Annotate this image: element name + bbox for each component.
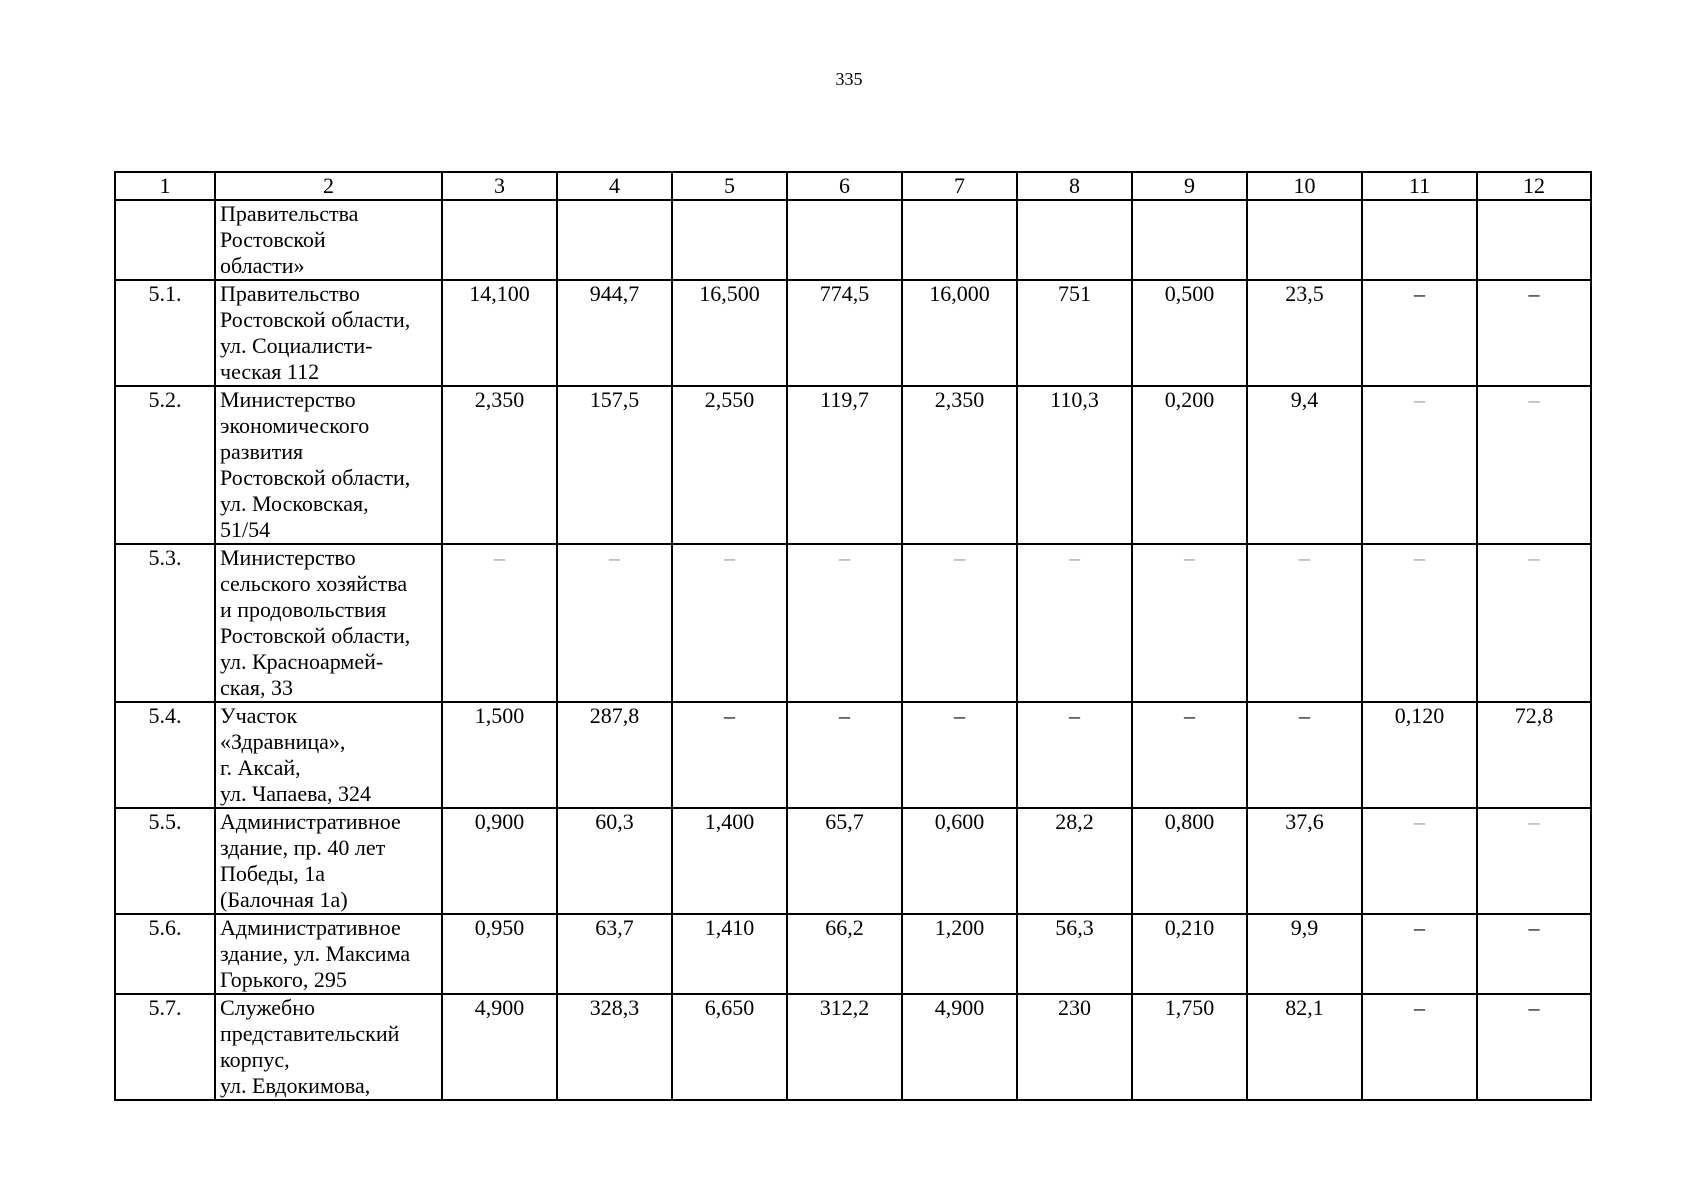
value-cell-col-9 (1132, 200, 1247, 280)
object-name-line: ская, 33 (220, 675, 294, 700)
value-cell-col-6: 774,5 (787, 280, 902, 386)
object-name-line: ул. Московская, (220, 491, 369, 516)
object-name-line: и продовольствия (220, 597, 387, 622)
value-cell-col-12: – (1477, 914, 1591, 994)
value-cell-col-4: 60,3 (557, 808, 672, 914)
value-cell-col-9: 0,500 (1132, 280, 1247, 386)
value-cell-col-9: 0,200 (1132, 386, 1247, 544)
value-cell-col-7: 4,900 (902, 994, 1017, 1100)
object-name-line: Участок (220, 703, 298, 728)
value-cell-col-6: 312,2 (787, 994, 902, 1100)
value-cell-col-11: – (1362, 914, 1477, 994)
value-cell-col-11: – (1362, 544, 1477, 702)
row-number-cell: 5.5. (115, 808, 215, 914)
object-name-line: Победы, 1а (220, 861, 326, 886)
value-cell-col-7: 16,000 (902, 280, 1017, 386)
column-header: 3 (442, 172, 557, 200)
value-cell-col-5: – (672, 702, 787, 808)
table-row (115, 386, 1591, 544)
object-name-cell (215, 994, 442, 1100)
object-name-line: Ростовской области, (220, 465, 411, 490)
column-header: 12 (1477, 172, 1591, 200)
object-name-line: Ростовской (220, 227, 326, 252)
value-cell-col-11: 0,120 (1362, 702, 1477, 808)
column-header: 11 (1362, 172, 1477, 200)
value-cell-col-3 (442, 200, 557, 280)
object-name-line: Правительства (220, 201, 359, 226)
object-name-line: ул. Евдокимова, (220, 1073, 371, 1098)
object-name-line: экономического (220, 413, 370, 438)
value-cell-col-5 (672, 200, 787, 280)
row-number-cell (115, 200, 215, 280)
object-name-line: Служебно (220, 995, 316, 1020)
value-cell-col-4: 157,5 (557, 386, 672, 544)
object-name-line: корпус, (220, 1047, 290, 1072)
object-name-cell (215, 386, 442, 544)
column-header: 7 (902, 172, 1017, 200)
value-cell-col-7: 1,200 (902, 914, 1017, 994)
value-cell-col-5: – (672, 544, 787, 702)
value-cell-col-12: – (1477, 280, 1591, 386)
value-cell-col-5: 6,650 (672, 994, 787, 1100)
value-cell-col-5: 16,500 (672, 280, 787, 386)
value-cell-col-3: 1,500 (442, 702, 557, 808)
object-name-line: ул. Красноармей- (220, 649, 384, 674)
value-cell-col-3: 4,900 (442, 994, 557, 1100)
table-row (115, 280, 1591, 386)
value-cell-col-3: 0,950 (442, 914, 557, 994)
object-name-cell (215, 544, 442, 702)
column-header: 1 (115, 172, 215, 200)
value-cell-col-4: 328,3 (557, 994, 672, 1100)
object-name-line: 51/54 (220, 517, 271, 542)
column-header: 8 (1017, 172, 1132, 200)
value-cell-col-12: – (1477, 386, 1591, 544)
object-name-line: Горького, 295 (220, 967, 347, 992)
object-name-line: здание, ул. Максима (220, 941, 411, 966)
table-row (115, 200, 1591, 280)
object-name-line: Административное (220, 915, 401, 940)
value-cell-col-11: – (1362, 808, 1477, 914)
value-cell-col-5: 2,550 (672, 386, 787, 544)
value-cell-col-11: – (1362, 994, 1477, 1100)
header-row (115, 172, 1591, 200)
value-cell-col-7 (902, 200, 1017, 280)
object-name-line: Министерство (220, 387, 356, 412)
value-cell-col-9: – (1132, 544, 1247, 702)
value-cell-col-4: 63,7 (557, 914, 672, 994)
value-cell-col-7: – (902, 702, 1017, 808)
value-cell-col-11: – (1362, 280, 1477, 386)
value-cell-col-10: – (1247, 702, 1362, 808)
value-cell-col-10: – (1247, 544, 1362, 702)
row-number-cell: 5.4. (115, 702, 215, 808)
object-name-line: Ростовской области, (220, 623, 411, 648)
value-cell-col-4: – (557, 544, 672, 702)
table-row (115, 994, 1591, 1100)
row-number-cell: 5.2. (115, 386, 215, 544)
value-cell-col-10: 82,1 (1247, 994, 1362, 1100)
value-cell-col-6: 65,7 (787, 808, 902, 914)
object-name-line: ческая 112 (220, 359, 320, 384)
column-header: 5 (672, 172, 787, 200)
value-cell-col-8 (1017, 200, 1132, 280)
value-cell-col-6: – (787, 544, 902, 702)
object-name-line: Ростовской области, (220, 307, 411, 332)
page-number: 335 (835, 69, 863, 89)
object-name-line: сельского хозяйства (220, 571, 408, 596)
value-cell-col-5: 1,410 (672, 914, 787, 994)
value-cell-col-6: 119,7 (787, 386, 902, 544)
value-cell-col-12: – (1477, 994, 1591, 1100)
value-cell-col-7: 0,600 (902, 808, 1017, 914)
table-body (115, 200, 1591, 1100)
object-name-line: «Здравница», (220, 729, 346, 754)
value-cell-col-9: 0,800 (1132, 808, 1247, 914)
value-cell-col-10: 37,6 (1247, 808, 1362, 914)
table-row (115, 702, 1591, 808)
object-name-cell (215, 702, 442, 808)
object-name-line: развития (220, 439, 304, 464)
object-name-line: здание, пр. 40 лет (220, 835, 386, 860)
column-header: 9 (1132, 172, 1247, 200)
table-row (115, 914, 1591, 994)
value-cell-col-10 (1247, 200, 1362, 280)
value-cell-col-6: – (787, 702, 902, 808)
value-cell-col-4: 944,7 (557, 280, 672, 386)
column-header: 4 (557, 172, 672, 200)
value-cell-col-8: 28,2 (1017, 808, 1132, 914)
value-cell-col-11 (1362, 200, 1477, 280)
value-cell-col-5: 1,400 (672, 808, 787, 914)
value-cell-col-6 (787, 200, 902, 280)
object-name-cell (215, 280, 442, 386)
object-name-line: области» (220, 253, 305, 278)
object-name-line: Правительство (220, 281, 360, 306)
value-cell-col-10: 23,5 (1247, 280, 1362, 386)
value-cell-col-3: 14,100 (442, 280, 557, 386)
value-cell-col-9: 1,750 (1132, 994, 1247, 1100)
object-name-line: (Балочная 1а) (220, 887, 348, 912)
object-name-line: Административное (220, 809, 401, 834)
value-cell-col-8: 751 (1017, 280, 1132, 386)
value-cell-col-12: – (1477, 808, 1591, 914)
value-cell-col-9: – (1132, 702, 1247, 808)
value-cell-col-11: – (1362, 386, 1477, 544)
value-cell-col-9: 0,210 (1132, 914, 1247, 994)
object-name-line: ул. Чапаева, 324 (220, 781, 371, 806)
value-cell-col-4: 287,8 (557, 702, 672, 808)
table-row (115, 808, 1591, 914)
value-cell-col-8: 56,3 (1017, 914, 1132, 994)
object-name-line: Министерство (220, 545, 356, 570)
value-cell-col-10: 9,9 (1247, 914, 1362, 994)
value-cell-col-7: – (902, 544, 1017, 702)
value-cell-col-8: 110,3 (1017, 386, 1132, 544)
value-cell-col-6: 66,2 (787, 914, 902, 994)
row-number-cell: 5.7. (115, 994, 215, 1100)
object-name-cell (215, 914, 442, 994)
value-cell-col-12: 72,8 (1477, 702, 1591, 808)
value-cell-col-12 (1477, 200, 1591, 280)
value-cell-col-8: – (1017, 544, 1132, 702)
column-header: 6 (787, 172, 902, 200)
row-number-cell: 5.1. (115, 280, 215, 386)
object-name-line: представительский (220, 1021, 400, 1046)
value-cell-col-3: 0,900 (442, 808, 557, 914)
value-cell-col-3: 2,350 (442, 386, 557, 544)
object-name-cell (215, 808, 442, 914)
value-cell-col-10: 9,4 (1247, 386, 1362, 544)
value-cell-col-8: 230 (1017, 994, 1132, 1100)
object-name-line: г. Аксай, (220, 755, 301, 780)
object-name-line: ул. Социалисти- (220, 333, 373, 358)
column-header: 2 (215, 172, 442, 200)
value-cell-col-12: – (1477, 544, 1591, 702)
row-number-cell: 5.6. (115, 914, 215, 994)
column-header: 10 (1247, 172, 1362, 200)
object-name-cell (215, 200, 442, 280)
value-cell-col-4 (557, 200, 672, 280)
value-cell-col-7: 2,350 (902, 386, 1017, 544)
data-table (114, 171, 1592, 1101)
value-cell-col-8: – (1017, 702, 1132, 808)
row-number-cell: 5.3. (115, 544, 215, 702)
table-row (115, 544, 1591, 702)
value-cell-col-3: – (442, 544, 557, 702)
